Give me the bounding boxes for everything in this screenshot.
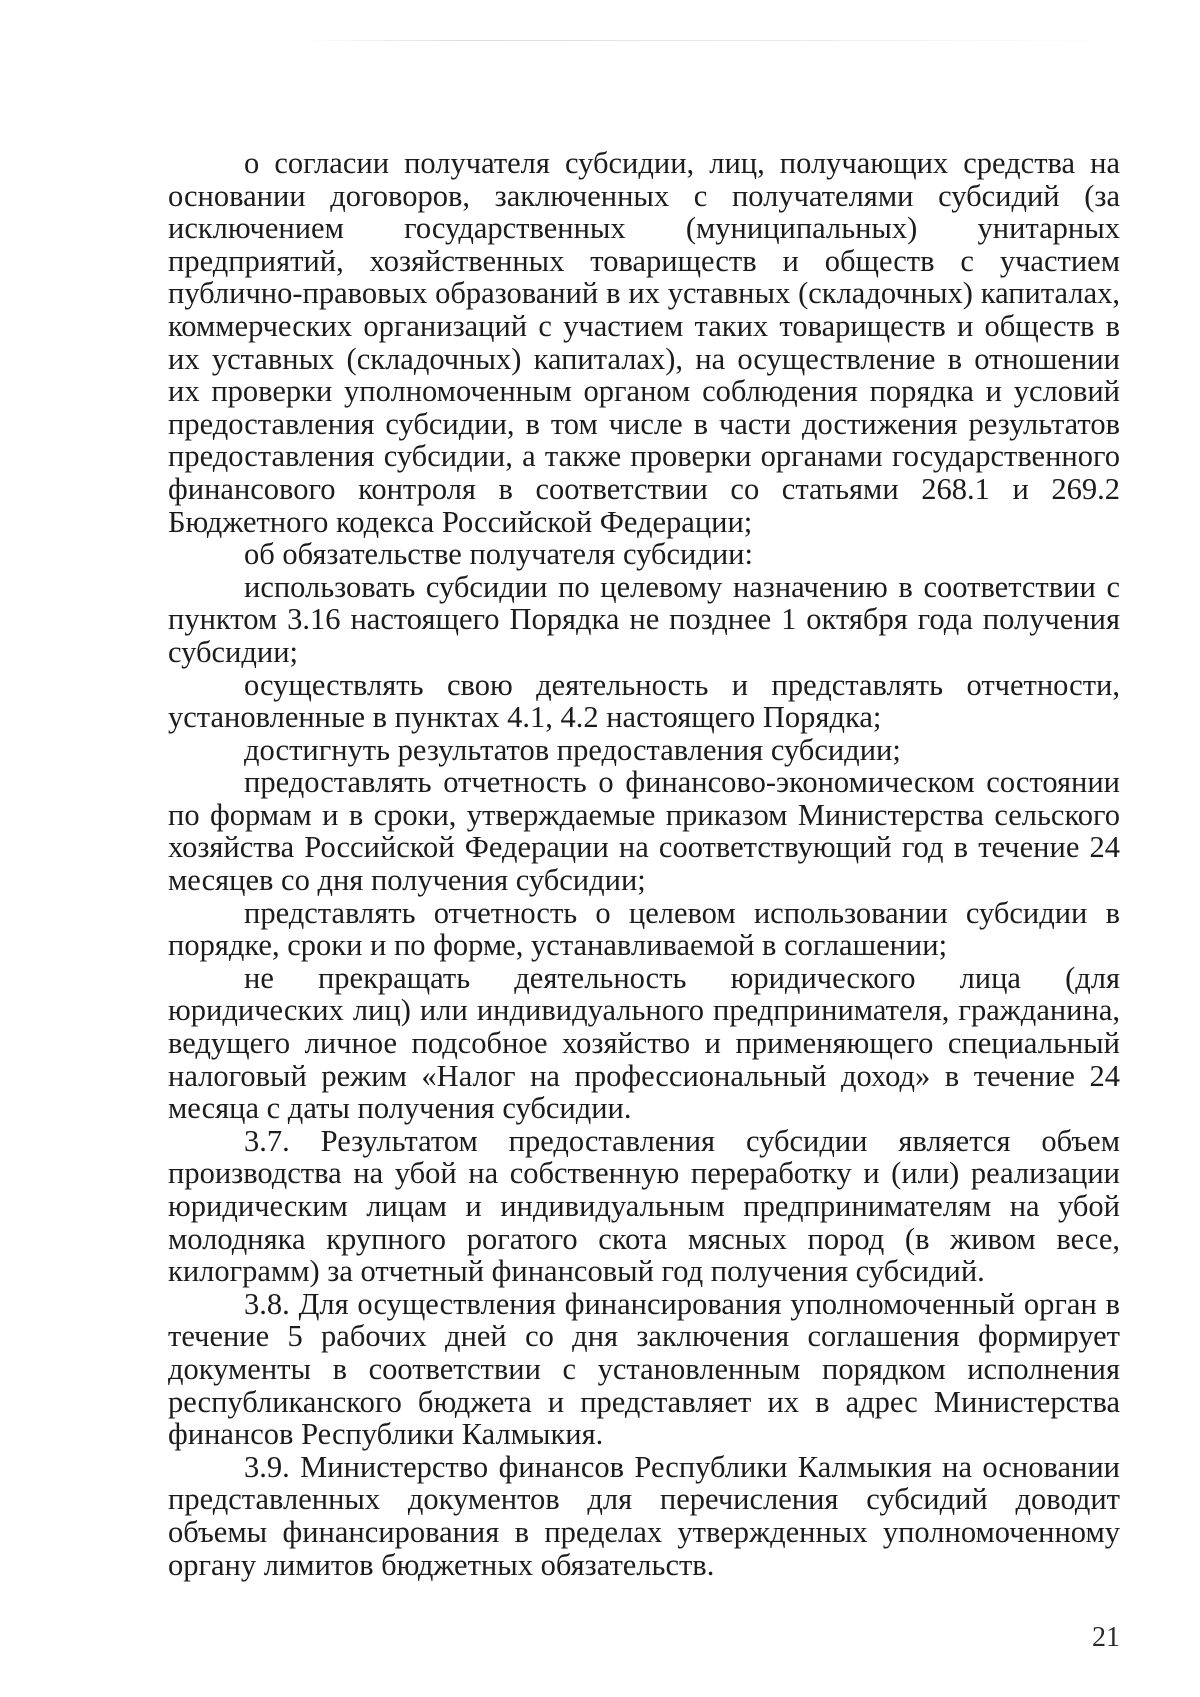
paragraph-target-use-reporting: представлять отчетность о целевом использовании субсидии в порядке, сроки и по форме, устанавливаемой в соглашении; xyxy=(168,895,1120,963)
paragraph-clause-3-8: 3.8. Для осуществления финансирования уполномоченный орган в течение 5 рабочих дней со дня заключения соглашения формирует документы в соответствии с установленным порядком исполнения республиканского бюджета и представляет их в адрес Министерства финансов Республики Калмыкия. xyxy=(168,1286,1120,1452)
paragraph-use-subsidy: использовать субсидии по целевому назначению в соответствии с пунктом 3.16 настоящего Порядка не позднее 1 октября года получения субсидии; xyxy=(168,569,1120,669)
page-number: 21 xyxy=(1092,1622,1120,1653)
scan-edge-artifact xyxy=(300,40,1120,41)
paragraph-clause-3-7: 3.7. Результатом предоставления субсидии является объем производства на убой на собственную переработку и (или) реализации юридическим лицам и индивидуальным предпринимателям на убой молодняка крупного рогатого скота мясных пород (в живом весе, килограмм) за отчетный финансовый год получения субсидий. xyxy=(168,1123,1120,1289)
paragraph-do-not-cease-activity: не прекращать деятельность юридического лица (для юридических лиц) или индивидуального предпринимателя, гражданина, ведущего личное подсобное хозяйство и применяющего специальный налоговый режим «Налог на профессиональный доход» в течение 24 месяца с даты получения субсидии. xyxy=(168,960,1120,1126)
paragraph-carry-out-activity: осуществлять свою деятельность и представлять отчетности, установленные в пунктах 4.1, 4.2 настоящего Порядка; xyxy=(168,667,1120,735)
paragraph-obligation-heading: об обязательстве получателя субсидии: xyxy=(244,537,753,572)
document-body xyxy=(168,147,1120,1581)
paragraph-financial-reporting: предоставлять отчетность о финансово-экономическом состоянии по формам и в сроки, утверждаемые приказом Министерства сельского хозяйства Российской Федерации на соответствующий год в течение 24 месяцев со дня получения субсидии; xyxy=(168,765,1120,898)
paragraph-consent-to-audit: о согласии получателя субсидии, лиц, получающих средства на основании договоров, заключенных с получателями субсидий (за исключением государственных (муниципальных) унитарных предприятий, хозяйственных товариществ и обществ с участием публично-правовых образований в их уставных (складочных) капиталах, коммерческих организаций с участием таких товариществ и обществ в их уставных (складочных) капиталах), на осуществление в отношении их проверки уполномоченным органом соблюдения порядка и условий предоставления субсидии, в том числе в части достижения результатов предоставления субсидии, а также проверки органами государственного финансового контроля в соответствии со статьями 268.1 и 269.2 Бюджетного кодекса Российской Федерации; xyxy=(168,146,1120,539)
paragraph-clause-3-9: 3.9. Министерство финансов Республики Калмыкия на основании представленных документов для перечисления субсидий доводит объемы финансирования в пределах утвержденных уполномоченному органу лимитов бюджетных обязательств. xyxy=(168,1449,1120,1582)
paragraph-achieve-results: достигнуть результатов предоставления субсидии; xyxy=(244,732,901,767)
